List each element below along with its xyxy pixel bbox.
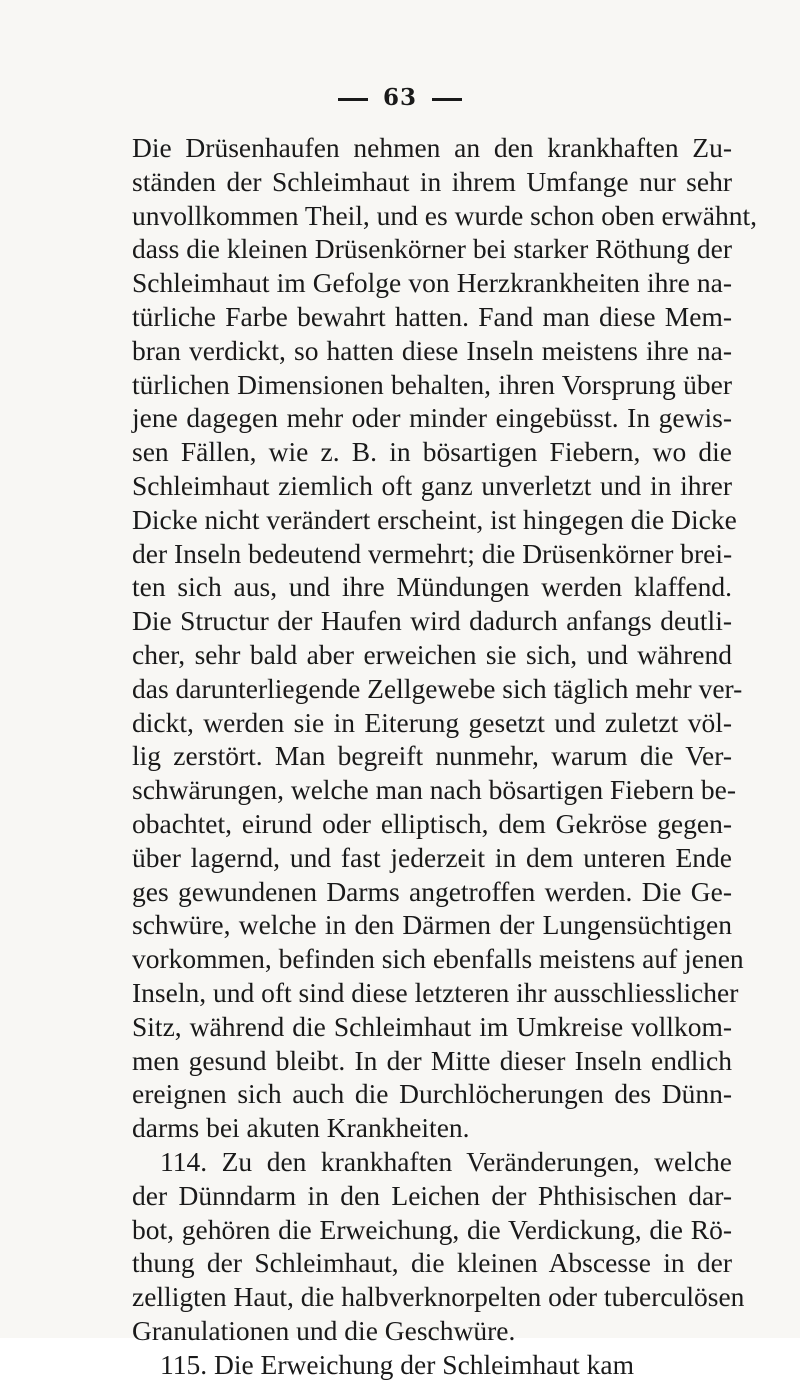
text-line: bot, gehören die Erweichung, die Verdickung, die Rö- [132,1213,732,1245]
text-line: darms bei akuten Krankheiten. [132,1112,470,1144]
text-line: schwärungen, welche man nach bösartigen Fiebern be- [132,774,737,806]
text-line: sen Fällen, wie z. B. in bösartigen Fiebern, wo die [132,436,732,468]
page-header [0,84,800,111]
text-line: jene dagegen mehr oder minder eingebüsst. In gewis- [132,402,732,434]
text-line: ereignen sich auch die Durchlöcherungen des Dünn- [132,1078,732,1110]
text-line: das darunterliegende Zellgewebe sich täglich mehr ver- [132,672,743,704]
text-line: 115. Die Erweichung der Schleimhaut kam [160,1348,634,1380]
text-line: obachtet, eirund oder elliptisch, dem Gekröse gegen- [132,807,732,839]
text-line: türlichen Dimensionen behalten, ihren Vorsprung über [132,368,732,400]
page-number: 63 [382,84,417,111]
header-dash-left [338,98,368,101]
text-line: dickt, werden sie in Eiterung gesetzt und zuletzt völ- [132,706,732,738]
text-line: ständen der Schleimhaut in ihrem Umfange nur sehr [132,165,732,197]
text-line: bran verdickt, so hatten diese Inseln meistens ihre na- [132,334,732,366]
text-line: ges gewundenen Darms angetroffen werden. Die Ge- [132,875,732,907]
text-line: unvollkommen Theil, und es wurde schon oben erwähnt, [132,199,757,231]
text-line: 114. Zu den krankhaften Veränderungen, welche [160,1145,732,1177]
text-line: zelligten Haut, die halbverknorpelten oder tuberculösen [132,1281,745,1313]
text-line: dass die kleinen Drüsenkörner bei starker Röthung der [132,233,732,265]
text-line: Schleimhaut im Gefolge von Herzkrankheiten ihre na- [132,267,732,299]
text-line: thung der Schleimhaut, die kleinen Abscesse in der [132,1247,732,1279]
text-line: ten sich aus, und ihre Mündungen werden klaffend. [132,571,732,603]
text-line: Die Drüsenhaufen nehmen an den krankhaften Zu- [132,132,732,163]
text-line: über lagernd, und fast jederzeit in dem unteren Ende [132,841,732,873]
text-line: men gesund bleibt. In der Mitte dieser Inseln endlich [132,1044,732,1076]
text-line: Die Structur der Haufen wird dadurch anfangs deutli- [132,605,732,637]
text-line: Granulationen und die Geschwüre. [132,1314,516,1346]
text-line: Dicke nicht verändert erscheint, ist hingegen die Dicke [132,503,737,535]
text-line: schwüre, welche in den Därmen der Lungensüchtigen [132,909,732,941]
text-line: lig zerstört. Man begreift nunmehr, warum die Ver- [132,740,732,772]
text-line: cher, sehr bald aber erweichen sie sich, und während [132,638,732,670]
header-dash-right [432,98,462,101]
text-line: der Inseln bedeutend vermehrt; die Drüsenkörner brei- [132,537,733,569]
text-line: Inseln, und oft sind diese letzteren ihr ausschliesslicher [132,976,739,1008]
text-line: Sitz, während die Schleimhaut im Umkreise vollkom- [132,1010,732,1042]
text-line: vorkommen, befinden sich ebenfalls meistens auf jenen [132,943,744,975]
text-line: türliche Farbe bewahrt hatten. Fand man diese Mem- [132,300,732,332]
text-line: Schleimhaut ziemlich oft ganz unverletzt und in ihrer [132,469,732,501]
body-text [132,131,757,1381]
text-line: der Dünndarm in den Leichen der Phthisischen dar- [132,1179,732,1211]
